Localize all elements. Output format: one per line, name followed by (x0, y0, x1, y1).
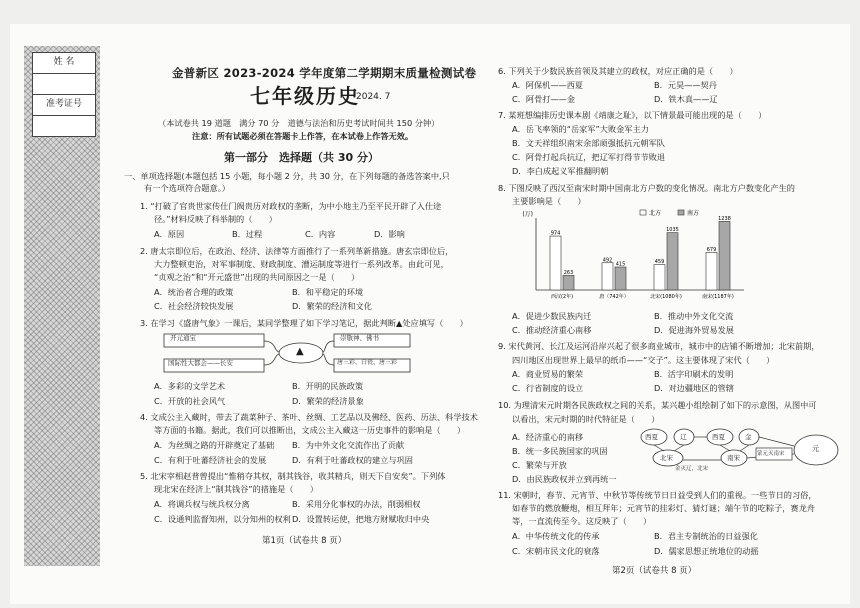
q11-stem-cont: 如春节的燃放鞭炮，相互拜年；元宵节的挂彩灯、猜灯谜；端午节的吃粽子，赛龙舟 (512, 503, 815, 513)
q4-stem: 4. 文成公主入藏时，带去了蔬菜种子、茶叶、丝绸、工艺品以及佛经、医药、历法、科学技术 (140, 412, 478, 422)
q3-stem: 3. 在学习《盛唐气象》一课后，某同学整理了如下学习笔记，据此判断▲处应填写（ ） (140, 318, 468, 328)
q11-option-a[interactable]: A．中华传统文化的传承 (512, 531, 600, 541)
q11-option-d[interactable]: D．儒家思想正统地位的动摇 (654, 546, 759, 556)
bar-value-label: 492 (602, 257, 613, 264)
q9-option-a[interactable]: A．商业贸易的繁荣 (512, 369, 584, 379)
q10-option-b[interactable]: B．统一多民族国家的巩固 (512, 446, 608, 456)
q10-option-d[interactable]: D．由民族政权并立到再统一 (512, 474, 617, 484)
q7-option-d[interactable]: D．李白成起义军推翻明朝 (512, 166, 609, 176)
household-bar-chart (512, 208, 752, 304)
page-number-left: 第1页（试卷共 8 页） (262, 536, 347, 546)
q2-option-b[interactable]: B．和平稳定的环境 (292, 287, 364, 297)
q5-option-a[interactable]: A．将调兵权与统兵权分离 (154, 499, 250, 509)
mindmap-text-tl: 开元通宝 (170, 334, 196, 342)
q2-stem-cont2: “贞观之治”和“开元盛世”出现的共同原因之一是（ ） (154, 272, 360, 282)
q2-option-c[interactable]: C．社会经济较快发展 (154, 301, 234, 311)
q1-option-a[interactable]: A．原因 (154, 229, 185, 239)
label-jin-destroys: 金灭辽，北宋 (675, 466, 709, 472)
node-nansong: 南宋 (727, 454, 740, 462)
id-field[interactable] (33, 116, 95, 136)
bar-value-label: 263 (563, 269, 574, 276)
bar-south-3 (719, 221, 730, 290)
q5-stem-cont: 现北宋在经济上“制其钱谷”的措施是（ ） (154, 484, 319, 494)
bar-value-label: 415 (615, 261, 626, 268)
q1-option-c[interactable]: C．内容 (305, 229, 336, 239)
bar-north-0 (550, 236, 561, 290)
mindmap-text-bl: 国际性大都会——长安 (168, 359, 233, 367)
exam-date: 2024. 7 (356, 92, 391, 102)
q8-option-b[interactable]: B．推动中外文化交流 (654, 311, 734, 321)
q1-stem-cont: 径。”材料反映了科举制的（ ） (154, 214, 277, 224)
node-beisong: 北宋 (660, 454, 673, 462)
bar-south-0 (563, 275, 574, 290)
legend-label: 南方 (687, 210, 700, 217)
q7-stem: 7. 某班想编排历史课本剧《靖康之耻》，以下情景最可能出现的是（ ） (498, 110, 767, 120)
q8-option-a[interactable]: A．促进少数民族内迁 (512, 311, 592, 321)
q10-option-a[interactable]: A．经济重心的南移 (512, 432, 584, 442)
exam-info: （本试卷共 19 道题 满分 70 分 道德与法治和历史考试时间共 150 分钟） (158, 118, 440, 128)
q2-stem-cont: 大力整顿吏治，对军事制度、财政制度、漕运制度等进行一系列改革。由此可见， (154, 259, 449, 269)
q10-stem: 10. 为理清宋元时期各民族政权之间的关系，某兴趣小组绘制了如下的示意图，从图中可 (498, 400, 817, 410)
q2-option-d[interactable]: D．繁荣的经济和文化 (292, 301, 372, 311)
label-mongol-destroys: 蒙元灭南宋 (757, 451, 785, 457)
mindmap-text-br: 唐三彩、白瓷、唐三彩 (337, 359, 398, 366)
q9-stem: 9. 宋代黄河、长江及运河沿岸兴起了很多商业城市，城市中的店铺不断增加；北宋前期， (498, 341, 820, 351)
q10-option-c[interactable]: C．繁荣与开放 (512, 460, 567, 470)
q6-option-b[interactable]: B．元昊——契丹 (654, 80, 717, 90)
subject-title: 七年级历史 (250, 84, 360, 108)
q11-stem: 11. 宋朝时，春节、元宵节、中秋节等传统节日日益受到人们的重视。一些节日的习俗， (498, 490, 817, 500)
q1-stem: 1. “打破了官贵世家传仕门阀贵历对政权的垄断，为中小地主乃至平民开辟了入仕途 (140, 201, 442, 211)
part1-intro-cont: 有一个选项符合题意。） (144, 183, 230, 193)
q7-option-c[interactable]: C．阿骨打起兵抗辽，把辽军打得节节败退 (512, 152, 666, 162)
node-jin: 金 (745, 433, 752, 441)
name-field[interactable] (33, 74, 95, 95)
id-label: 准考证号 (33, 95, 95, 116)
category-label: 唐（742年） (599, 294, 629, 300)
q9-option-d[interactable]: D．对边疆地区的管辖 (654, 383, 734, 393)
bar-south-1 (615, 267, 626, 290)
exam-notice: 注意：所有试题必须在答题卡上作答，在本试卷上作答无效。 (192, 131, 414, 141)
node-xixia-2: 西夏 (712, 433, 725, 441)
q6-option-c[interactable]: C．阿骨打——金 (512, 94, 576, 104)
name-label: 姓 名 (33, 53, 95, 74)
student-info-box (32, 52, 96, 137)
q5-stem: 5. 北宋宰相赵普曾提出“惟稍夺其权，制其钱谷，收其精兵，则天下自安矣”。下列体 (140, 471, 446, 481)
q5-option-b[interactable]: B．采用分化事权的办法，削弱相权 (292, 499, 421, 509)
q2-option-a[interactable]: A．统治者合理的政策 (154, 287, 234, 297)
q7-option-a[interactable]: A．岳飞率领的“岳家军”大败金军主力 (512, 124, 649, 134)
q6-stem: 6. 下列关于少数民族首领及其建立的政权，对应正确的是（ ） (498, 66, 738, 76)
q7-option-b[interactable]: B．文天祥组织南宋余部顽强抵抗元朝军队 (512, 138, 665, 148)
q3-option-a[interactable]: A．多彩的文学艺术 (154, 381, 226, 391)
mindmap-text-tr: 崇敬神、佛书 (340, 334, 379, 342)
page-number-right: 第2页（试卷共 8 页） (612, 566, 697, 576)
q3-option-c[interactable]: C．开放的社会风气 (154, 396, 226, 406)
q4-option-a[interactable]: A．为丝绸之路的开辟奠定了基础 (154, 440, 275, 450)
q3-option-b[interactable]: B．开明的民族政策 (292, 381, 364, 391)
y-axis-label: (万) (522, 211, 533, 218)
q5-option-c[interactable]: C．设通判监督知州，以分知州的权利 (154, 514, 291, 524)
q1-option-b[interactable]: B．过程 (232, 229, 263, 239)
q2-stem: 2. 唐太宗即位后，在政治、经济、法律等方面推行了一系列革新措施。唐玄宗即位后， (140, 246, 454, 256)
q4-option-c[interactable]: C．有利于吐蕃经济社会的发展 (154, 455, 267, 465)
bar-north-2 (654, 265, 665, 290)
legend-label: 北方 (649, 210, 662, 217)
category-label: 北宋(1080年) (650, 294, 682, 300)
category-label: 西汉(2年) (550, 294, 574, 300)
bar-value-label: 974 (550, 230, 561, 237)
q9-option-c[interactable]: C．行省制度的设立 (512, 383, 584, 393)
q8-option-d[interactable]: D．促进海外贸易发展 (654, 325, 734, 335)
node-yuan: 元 (812, 445, 819, 453)
q11-option-c[interactable]: C．宋朝市民文化的衰落 (512, 546, 600, 556)
q8-stem-cont: 主要影响是（ ） (512, 196, 586, 206)
q9-stem-cont: 四川地区出现世界上最早的纸币——“交子”。这主要体现了宋代（ ） (512, 355, 775, 365)
category-label: 南宋(1187年) (702, 294, 734, 300)
bar-value-label: 1238 (718, 215, 731, 222)
bar-value-label: 459 (654, 259, 665, 266)
bar-value-label: 679 (706, 246, 717, 253)
q11-stem-cont2: 等，一直流传至今。这反映了（ ） (512, 516, 652, 526)
part1-title: 第一部分 选择题（共 30 分） (224, 151, 379, 164)
q8-stem: 8. 下图反映了西汉至南宋时期中国南北方户数的变化情况。南北方户数变化产生的 (498, 183, 795, 193)
q4-option-b[interactable]: B．为中外文化交流作出了贡献 (292, 440, 405, 450)
q1-option-d[interactable]: D．影响 (374, 229, 405, 239)
mindmap-triangle: ▲ (296, 346, 304, 357)
q8-option-c[interactable]: C．推动经济重心南移 (512, 325, 592, 335)
bar-north-3 (706, 252, 717, 290)
q10-stem-cont: 以看出，宋元时期的时代特征是（ ） (512, 414, 660, 424)
node-liao: 辽 (680, 433, 687, 441)
bar-north-1 (602, 263, 613, 290)
q4-stem-cont: 等方面的书籍。据此，我们可以推断出，文成公主入藏这一历史事件的影响是（ ） (154, 425, 466, 435)
q5-option-d[interactable]: D．设置转运使，把地方财赋收归中央 (292, 514, 430, 524)
q6-option-a[interactable]: A．阿保机——西夏 (512, 80, 584, 90)
q4-option-d[interactable]: D．有利于吐蕃政权的建立与巩固 (292, 455, 413, 465)
exam-title: 金普新区 2023-2024 学年度第二学期期末质量检测试卷 (172, 66, 477, 80)
part1-intro: 一、单项选择题(本题包括 15 小题，每小题 2 分，共 30 分，在下列每题的备选答案中,只 (124, 171, 450, 181)
node-xixia: 西夏 (645, 433, 658, 441)
legend-swatch (640, 210, 646, 215)
q11-option-b[interactable]: B．君主专制统治的日益强化 (654, 531, 758, 541)
bar-south-2 (667, 233, 678, 290)
legend-swatch (678, 210, 684, 215)
q9-option-b[interactable]: B．活字印刷术的发明 (654, 369, 734, 379)
q6-option-d[interactable]: D．铁木真——辽 (654, 94, 718, 104)
q3-option-d[interactable]: D．繁荣的经济景象 (292, 396, 364, 406)
bar-value-label: 1035 (666, 227, 679, 234)
